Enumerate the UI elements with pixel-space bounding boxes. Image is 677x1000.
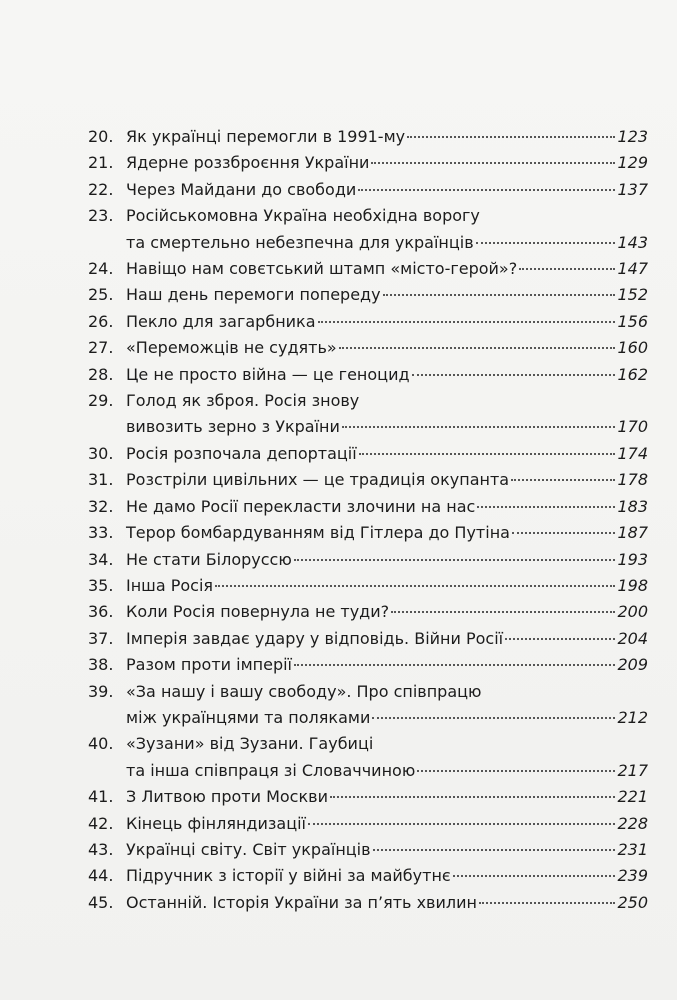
chapter-number: 20. [88,127,114,146]
toc-entry [88,811,648,837]
chapter-number: 26. [88,311,114,331]
dot-leader [479,902,616,904]
page-number: 217 [617,760,648,780]
page-number: 123 [617,127,648,146]
chapter-number: 21. [88,153,114,173]
chapter-title: Через Майдани до свободи [126,179,357,199]
chapter-title: Росія розпочала депортації [126,443,357,463]
chapter-title: Ядерне роззброєння України [126,153,370,173]
chapter-title: Не дамо Росії перекласти злочини на нас [126,496,476,516]
chapter-title: та інша співпраця зі Словаччиною [126,760,416,780]
page-number: 174 [617,443,648,463]
page-number: 183 [617,496,648,516]
dot-leader [330,796,615,798]
page-number: 170 [617,417,648,437]
chapter-number: 28. [88,364,114,384]
dot-leader [519,268,615,270]
dot-leader [215,585,615,587]
chapter-title: Наш день перемоги попереду [126,285,381,305]
page-number: 137 [617,179,648,199]
toc-entry [88,520,648,546]
chapter-number: 22. [88,179,114,199]
chapter-title: Пекло для загарбника [126,311,316,331]
chapter-number: 36. [88,602,114,622]
chapter-number: 29. [88,391,114,411]
chapter-number: 44. [88,866,114,886]
toc-entry [88,837,648,863]
page-number: 221 [617,787,648,807]
page-number: 178 [617,470,648,490]
page-number: 187 [617,523,648,543]
toc-entry [88,652,648,678]
toc-entry [88,573,648,599]
chapter-title: між українцями та поляками [126,707,371,727]
chapter-title: Коли Росія повернула не туди? [126,602,390,622]
dot-leader [318,321,616,323]
toc-entry [88,731,648,784]
toc-entry [88,626,648,652]
page-number: 200 [617,602,648,622]
chapter-title: Російськомовна Україна необхідна ворогу [126,206,480,226]
toc-entry [88,547,648,573]
chapter-title: Як українці перемогли в 1991-му [126,127,406,146]
toc-entry [88,203,648,256]
toc-entry [88,441,648,467]
chapter-number: 31. [88,470,114,490]
chapter-title: Інша Росія [126,575,214,595]
dot-leader [308,823,615,825]
dot-leader [359,453,616,455]
dot-leader [417,770,615,772]
page-number: 209 [617,655,648,675]
chapter-title: Не стати Білоруссю [126,549,292,569]
page-number: 160 [617,338,648,358]
page-number: 152 [617,285,648,305]
chapter-title: Разом проти імперії [126,655,292,675]
chapter-number: 27. [88,338,114,358]
dot-leader [383,294,616,296]
dot-leader [476,242,616,244]
chapter-title: Це не просто війна — це геноцид [126,364,410,384]
chapter-title: Розстріли цивільних — це традиція окупанта [126,470,510,490]
chapter-title: Українці світу. Світ українців [126,839,371,859]
dot-leader [412,374,616,376]
chapter-title: Імперія завдає удару у відповідь. Війни Росії [126,628,504,648]
page-number: 250 [617,892,648,912]
dot-leader [294,664,615,666]
chapter-title: та смертельно небезпечна для українців [126,232,474,252]
toc-entry [88,177,648,203]
chapter-title: «Зузани» від Зузани. Гаубиці [126,734,374,754]
dot-leader [358,189,615,191]
chapter-title: Голод як зброя. Росія знову [126,391,360,411]
page-number: 193 [617,549,648,569]
chapter-number: 23. [88,206,114,226]
toc-entry [88,335,648,361]
chapter-title: З Литвою проти Москви [126,787,328,807]
dot-leader [512,532,615,534]
toc-entry [88,679,648,732]
chapter-title: «Переможців не судять» [126,338,337,358]
chapter-number: 37. [88,628,114,648]
dot-leader [342,426,616,428]
chapter-number: 33. [88,523,114,543]
toc-entry [88,784,648,810]
toc-entry [88,124,648,150]
toc-entry [88,494,648,520]
page-number: 198 [617,575,648,595]
page-number: 147 [617,259,648,279]
page-number: 162 [617,364,648,384]
chapter-number: 35. [88,575,114,595]
chapter-title: Підручник з історії у війні за майбутнє [126,866,451,886]
dot-leader [477,506,615,508]
dot-leader [373,849,616,851]
chapter-number: 41. [88,787,114,807]
chapter-number: 45. [88,892,114,912]
page-number: 228 [617,813,648,833]
dot-leader [453,875,616,877]
toc-entry [88,467,648,493]
chapter-title: Навіщо нам совєтський штамп «місто-герой»? [126,259,518,279]
chapter-number: 43. [88,839,114,859]
dot-leader [505,638,615,640]
chapter-title: вивозить зерно з України [126,417,340,437]
dot-leader [371,162,615,164]
dot-leader [407,136,615,138]
toc-entry [88,599,648,625]
dot-leader [511,479,615,481]
chapter-number: 32. [88,496,114,516]
dot-leader [391,611,615,613]
table-of-contents [88,124,648,916]
toc-entry [88,282,648,308]
page-number: 239 [617,866,648,886]
chapter-number: 40. [88,734,114,754]
chapter-title: Останній. Історія України за п’ять хвилин [126,892,477,912]
page-number: 129 [617,153,648,173]
chapter-number: 30. [88,443,114,463]
dot-leader [339,347,616,349]
toc-entry [88,362,648,388]
toc-entry [88,150,648,176]
chapter-number: 39. [88,681,114,701]
page-number: 231 [617,839,648,859]
toc-entry [88,309,648,335]
dot-leader [294,559,616,561]
page-number: 143 [617,232,648,252]
toc-entry [88,256,648,282]
chapter-number: 38. [88,655,114,675]
dot-leader [372,717,615,719]
page-number: 156 [617,311,648,331]
chapter-number: 25. [88,285,114,305]
chapter-number: 24. [88,259,114,279]
chapter-number: 42. [88,813,114,833]
toc-entry [88,890,648,916]
toc-entry [88,863,648,889]
chapter-title: «За нашу і вашу свободу». Про співпрацю [126,681,482,701]
chapter-title: Кінець фінляндизації [126,813,306,833]
chapter-title: Терор бомбардуванням від Гітлера до Путіна [126,523,510,543]
page-number: 212 [617,707,648,727]
chapter-number: 34. [88,549,114,569]
page-number: 204 [617,628,648,648]
toc-entry [88,388,648,441]
